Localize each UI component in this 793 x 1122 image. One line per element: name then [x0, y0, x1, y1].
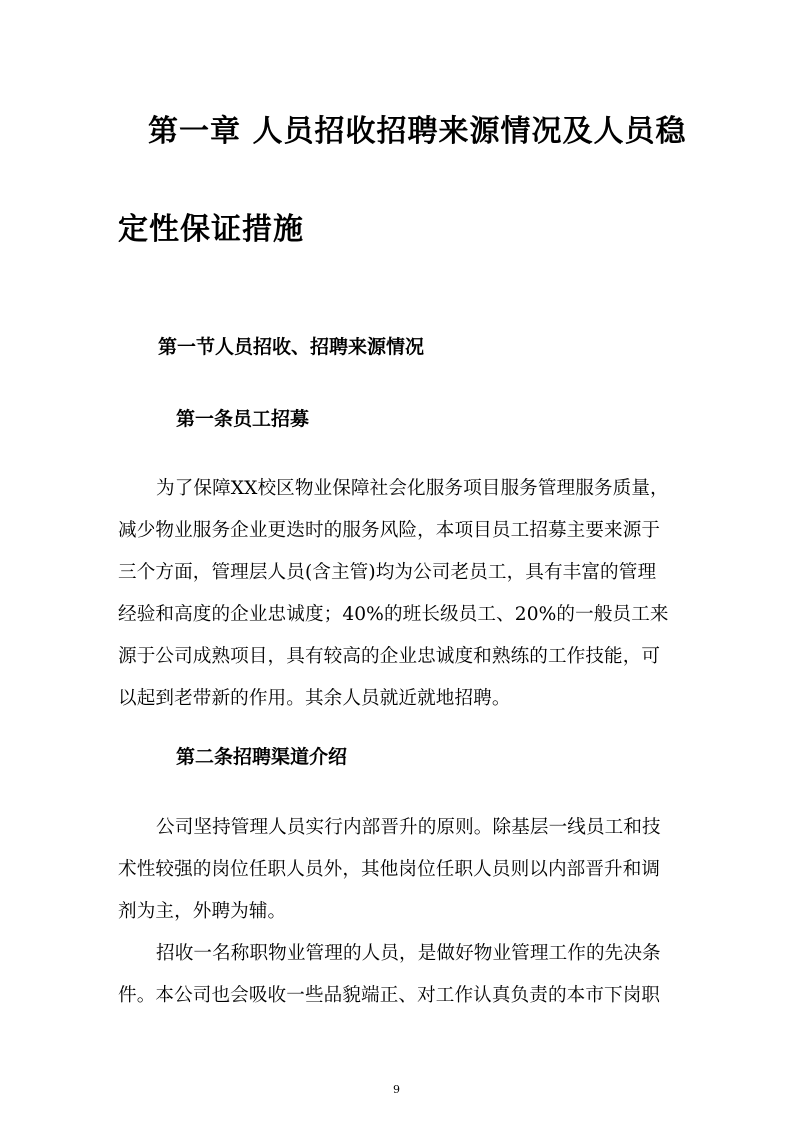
paragraph-line: 以起到老带新的作用。其余人员就近就地招聘。	[118, 688, 511, 709]
paragraph-line: 公司坚持管理人员实行内部晋升的原则。除基层一线员工和技	[156, 817, 661, 838]
section-title: 第一节人员招收、招聘来源情况	[158, 336, 425, 358]
paragraph-line: 招收一名称职物业管理的人员，是做好物业管理工作的先决条	[156, 943, 661, 964]
paragraph-line: 术性较强的岗位任职人员外，其他岗位任职人员则以内部晋升和调	[118, 859, 661, 880]
paragraph-line: 剂为主，外聘为辅。	[118, 901, 287, 922]
paragraph-line: 为了保障XX校区物业保障社会化服务项目服务管理服务质量，	[156, 478, 669, 499]
chapter-title-line-1: 第一章 人员招收招聘来源情况及人员稳	[148, 114, 687, 149]
page-number: 9	[393, 1083, 400, 1096]
chapter-title-line-2: 定性保证措施	[118, 212, 304, 247]
paragraph-line: 件。本公司也会吸收一些品貌端正、对工作认真负责的本市下岗职	[118, 985, 661, 1006]
paragraph-line: 经验和高度的企业忠诚度；40%的班长级员工、20%的一般员工来	[118, 604, 669, 625]
paragraph-line: 三个方面，管理层人员(含主管)均为公司老员工，具有丰富的管理	[118, 562, 657, 583]
article1-heading: 第一条员工招募	[176, 408, 310, 430]
paragraph-line: 源于公司成熟项目，具有较高的企业忠诚度和熟练的工作技能，可	[118, 646, 661, 667]
paragraph-line: 减少物业服务企业更迭时的服务风险，本项目员工招募主要来源于	[118, 520, 661, 541]
article2-heading: 第二条招聘渠道介绍	[176, 746, 348, 768]
